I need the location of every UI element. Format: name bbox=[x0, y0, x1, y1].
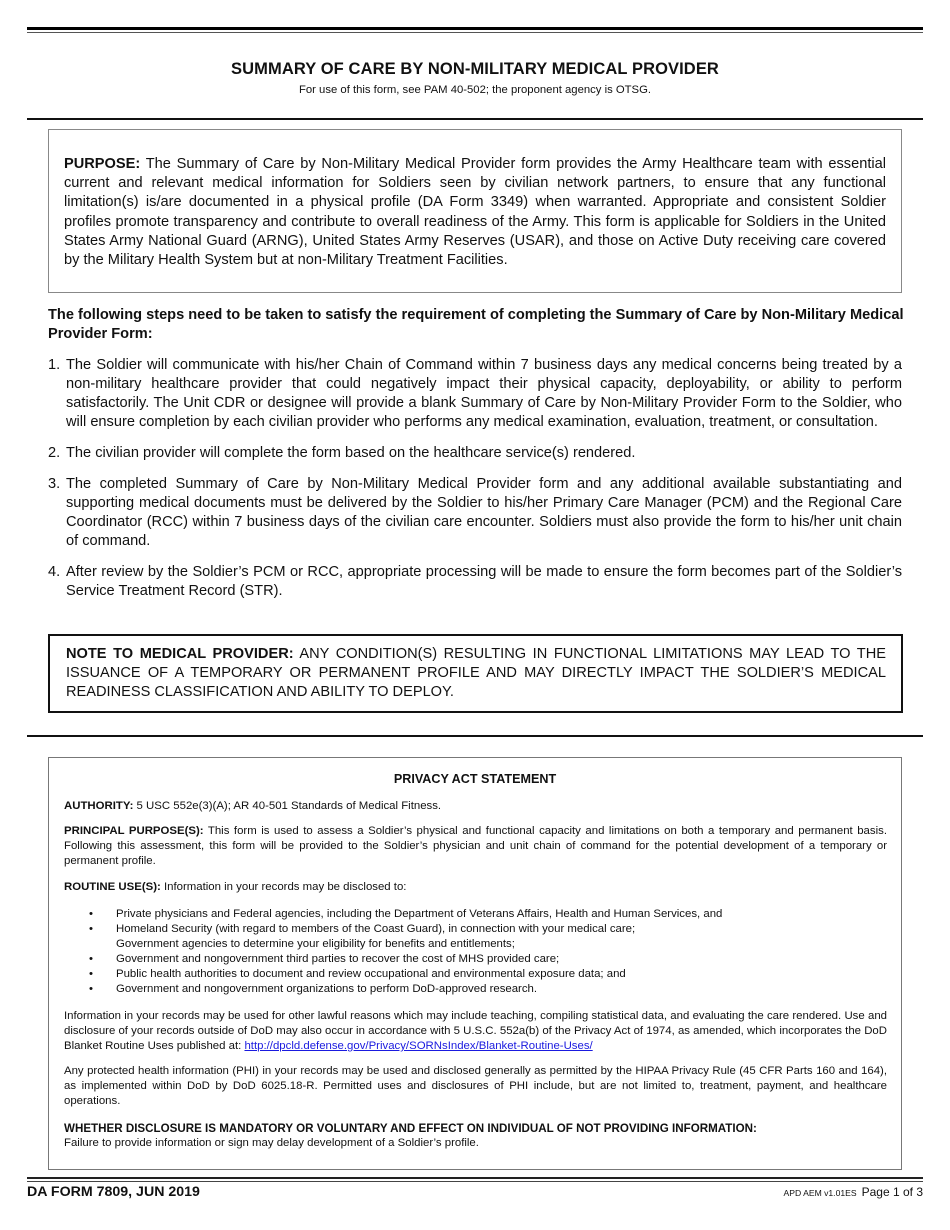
blanket-routine-uses-link[interactable]: http://dpcld.defense.gov/Privacy/SORNsIndex/Blanket-Routine-Uses/ bbox=[244, 1040, 593, 1052]
privacy-other-uses: Information in your records may be used for other lawful reasons which may include teaching, compiling statistical data, and evaluating the care rendered. Use and disclosure of your records outside of DoD may also occur in accordance with 5 U.S.C. 552a(b) of the Privacy Act of 1974, as amended, which incorporates the DoD Blanket Routine Uses published at: http://dpcld.defense.gov/Privacy/SORNsIndex/Blanket-Routine-Uses/ bbox=[64, 1010, 887, 1052]
footer-rule-thick bbox=[27, 1177, 923, 1179]
step-text: The completed Summary of Care by Non-Military Medical Provider form and any additional available substantiating and supporting medical documents must be delivered by the Soldier to his/her Primary Care Manager (PCM) and the Regional Care Coordinator (RCC) within 7 business days of the civilian care encounter. Soldiers must also provide the form to his/her unit chain of command. bbox=[66, 476, 902, 549]
top-rule-thin bbox=[27, 32, 923, 33]
form-subtitle: For use of this form, see PAM 40-502; the proponent agency is OTSG. bbox=[298, 84, 652, 96]
note-text bbox=[66, 645, 886, 702]
form-header bbox=[0, 60, 950, 96]
list-item: • Private physicians and Federal agencies, including the Department of Veterans Affairs, Health and Human Services, and bbox=[89, 908, 723, 920]
step-item bbox=[48, 444, 902, 463]
disclosure-label: WHETHER DISCLOSURE IS MANDATORY OR VOLUNTARY AND EFFECT ON INDIVIDUAL OF NOT PROVIDING INFORMATION: bbox=[64, 1122, 757, 1135]
purpose-body: The Summary of Care by Non-Military Medical Provider form provides the Army Healthcare team with essential current and relevant medical information for Soldiers seen by civilian network partners, to ensure that any functional limitation(s) is/are documented in a physical profile (DA Form 3349) when warranted. Appropriate and consistent Soldier profiles promote transparency and contribute to overall readiness of the Army. This form is applicable for Soldiers in the United States Army National Guard (ARNG), United States Army Reserves (USAR), and those on Active Duty receiving care covered by the Military Health System but at non-Military Treatment Facilities. bbox=[64, 156, 886, 269]
list-item: • Homeland Security (with regard to members of the Coast Guard), in connection with your medical care; Government agencies to determine your eligibility for benefits and entitlements; bbox=[89, 923, 636, 950]
disclosure-text: Failure to provide information or sign may delay development of a Soldier’s profile. bbox=[64, 1137, 479, 1149]
step-number: 3. bbox=[48, 476, 61, 492]
section-rule bbox=[27, 735, 923, 737]
list-item: • Government and nongovernment organizations to perform DoD-approved research. bbox=[89, 983, 538, 995]
principal-text: This form is used to assess a Soldier’s physical and functional capacity and limitations on both a temporary and permanent basis. Following this assessment, this form will be provided to the Soldier’s physician and unit chain of command for the potential development of a temporary or permanent profile. bbox=[64, 825, 887, 867]
top-rule-thick bbox=[27, 27, 923, 30]
list-item: • Public health authorities to document and review occupational and environmental exposure data; and bbox=[89, 968, 626, 980]
step-text: After review by the Soldier’s PCM or RCC, appropriate processing will be made to ensure the form becomes part of the Soldier’s Service Treatment Record (STR). bbox=[66, 564, 902, 599]
authority-label: AUTHORITY: bbox=[64, 800, 134, 812]
footer-page-info bbox=[784, 1185, 923, 1199]
step-text: The civilian provider will complete the form based on the healthcare service(s) rendered. bbox=[66, 445, 636, 461]
principal-label: PRINCIPAL PURPOSE(S): bbox=[64, 825, 204, 837]
note-body: ANY CONDITION(S) RESULTING IN FUNCTIONAL LIMITATIONS MAY LEAD TO THE ISSUANCE OF A TEMPORARY OR PERMANENT PROFILE AND MAY DIRECTLY IMPACT THE SOLDIER’S MEDICAL READINESS CLASSIFICATION AND ABILITY TO DEPLOY. bbox=[66, 646, 886, 700]
step-number: 2. bbox=[48, 445, 61, 461]
footer-rule-thin bbox=[27, 1181, 923, 1182]
step-item bbox=[48, 356, 902, 432]
routine-label: ROUTINE USE(S): bbox=[64, 881, 161, 893]
form-id: DA FORM 7809, JUN 2019 bbox=[27, 1184, 200, 1200]
privacy-routine-uses bbox=[64, 880, 887, 895]
steps-list bbox=[48, 356, 902, 613]
list-item: • Government and nongovernment third parties to recover the cost of MHS provided care; bbox=[89, 953, 560, 965]
bullet-icon: • bbox=[89, 923, 93, 935]
title-rule bbox=[27, 118, 923, 120]
steps-intro: The following steps need to be taken to satisfy the requirement of completing the Summary of Care by Non-Military Medical Provider Form: bbox=[48, 307, 904, 342]
routine-uses-list bbox=[89, 907, 869, 997]
privacy-disclosure bbox=[64, 1121, 887, 1151]
form-version: APD AEM v1.01ES bbox=[783, 1188, 857, 1198]
purpose-text bbox=[64, 155, 886, 270]
privacy-principal-purpose bbox=[64, 824, 887, 869]
bullet-icon: • bbox=[89, 968, 93, 980]
routine-text: Information in your records may be disclosed to: bbox=[160, 881, 407, 893]
page-number: Page 1 of 3 bbox=[861, 1185, 923, 1199]
privacy-authority bbox=[64, 799, 887, 814]
bullet-icon: • bbox=[89, 953, 93, 965]
authority-text: 5 USC 552e(3)(A); AR 40-501 Standards of Medical Fitness. bbox=[133, 800, 442, 812]
form-title: SUMMARY OF CARE BY NON-MILITARY MEDICAL PROVIDER bbox=[231, 60, 719, 78]
privacy-phi: Any protected health information (PHI) in your records may be used and disclosed generally as permitted by the HIPAA Privacy Rule (45 CFR Parts 160 and 164), as implemented within DoD by DoD 6025.18-R. Permitted uses and disclosures of PHI include, but are not limited to, treatment, payment, and healthcare operations. bbox=[64, 1065, 887, 1107]
note-label: NOTE TO MEDICAL PROVIDER: bbox=[66, 646, 294, 662]
privacy-title: PRIVACY ACT STATEMENT bbox=[393, 772, 557, 786]
step-item bbox=[48, 563, 902, 601]
step-number: 4. bbox=[48, 564, 61, 580]
step-item bbox=[48, 475, 902, 551]
purpose-label: PURPOSE: bbox=[64, 156, 141, 172]
note-to-provider-box bbox=[48, 634, 903, 713]
list-item-continuation: Government agencies to determine your eligibility for benefits and entitlements; bbox=[116, 938, 515, 950]
step-text: The Soldier will communicate with his/her Chain of Command within 7 business days any medical concerns being treated by a non-military healthcare provider that could negatively impact their physical capacity, deployability, or ability to perform satisfactorily. The Unit CDR or designee will provide a blank Summary of Care by Non-Military Provider Form to the Soldier, who will ensure completion by each civilian provider who performs any medical examination, evaluation, treatment, or consultation. bbox=[66, 357, 902, 430]
bullet-icon: • bbox=[89, 908, 93, 920]
step-number: 1. bbox=[48, 357, 61, 373]
bullet-icon: • bbox=[89, 983, 93, 995]
purpose-box bbox=[48, 129, 902, 293]
privacy-act-box bbox=[48, 757, 902, 1170]
